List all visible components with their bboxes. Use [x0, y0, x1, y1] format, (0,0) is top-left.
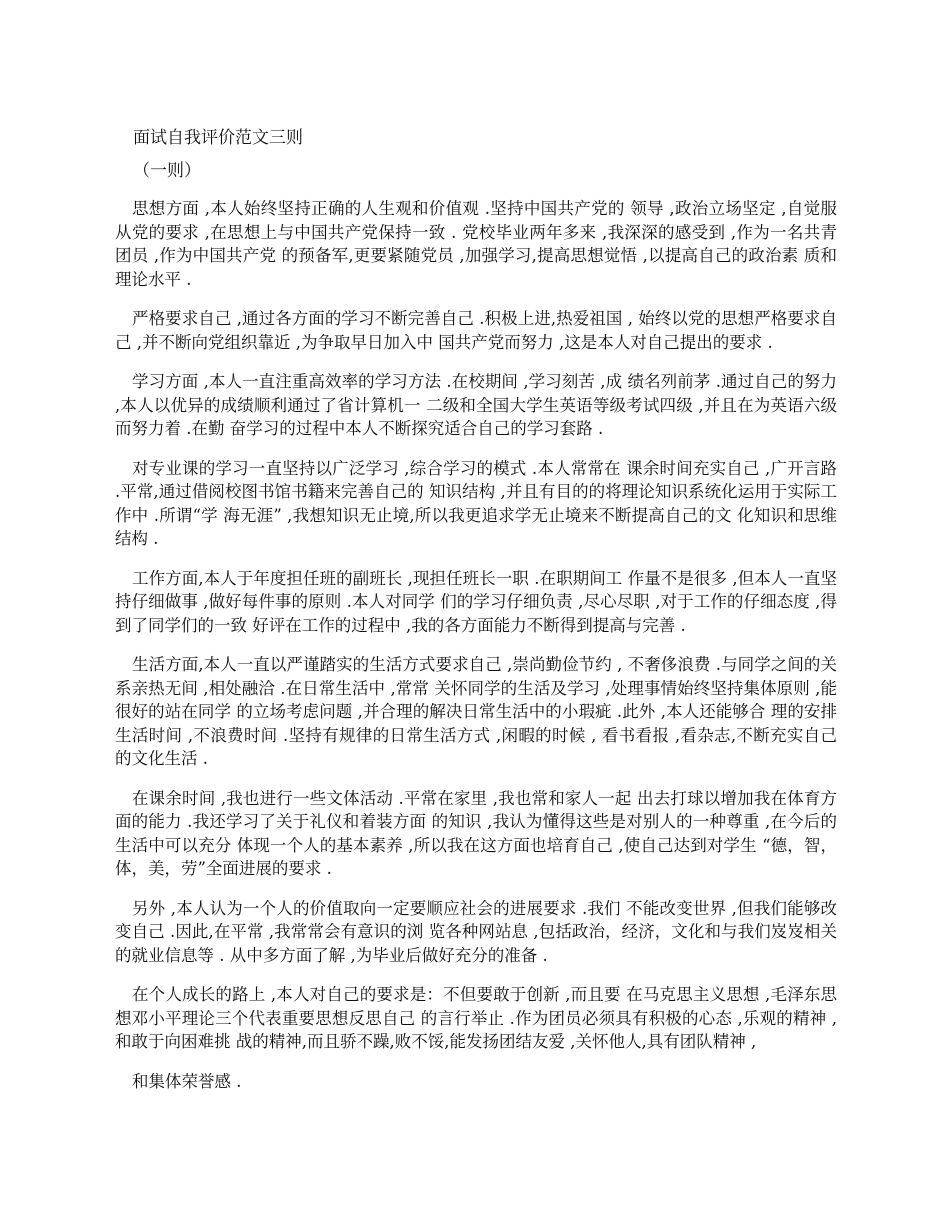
paragraph-self-discipline: 严格要求自己 ,通过各方面的学习不断完善自己 .积极上进,热爱祖国 , 始终以党的思想严格要求自己 ,并不断向党组织靠近 ,为争取早日加入中 国共产党而努力 ,这是本人对自己提出的要求 . [115, 309, 837, 352]
paragraph-life: 生活方面,本人一直以严谨踏实的生活方式要求自己 ,崇尚勤俭节约 , 不奢侈浪费 .与同学之间的关系亲热无间 ,相处融洽 .在日常生活中 ,常常 关怀同学的生活及学习 ,处理事情始终坚持集体原则 ,能很好的站在同学 的立场考虑问题 ,并合理的解决日常生活中的小瑕疵 .此外 ,本人还能够合 理的安排生活时间 ,不浪费时间 .坚持有规律的日常生活方式 ,闲暇的时候 , 看书看报 ,看杂志,不断充实自己的文化生活 . [115, 655, 837, 768]
paragraph-work: 工作方面,本人于年度担任班的副班长 ,现担任班长一职 .在职期间工 作量不是很多 ,但本人一直坚持仔细做事 ,做好每件事的原则 .本人对同学 们的学习仔细负责 ,尽心尽职 ,对于工作的仔细态度 ,得到了同学们的一致 好评在工作的过程中 ,我的各方面能力不断得到提高与完善 . [115, 568, 837, 635]
paragraph-thought: 思想方面 ,本人始终坚持正确的人生观和价值观 .坚持中国共产党的 领导 ,政治立场坚定 ,自觉服从党的要求 ,在思想上与中国共产党保持一致 . 党校毕业两年多来 ,我深深的感受到 ,作为一名共青团员 ,作为中国共产党 的预备军,更要紧随党员 ,加强学习,提高思想觉悟 ,以提高自己的政治素 质和理论水平 . [115, 199, 837, 289]
paragraph-values: 另外 ,本人认为一个人的价值取向一定要顺应社会的进展要求 .我们 不能改变世界 ,但我们能够改变自己 .因此,在平常 ,我常常会有意识的浏 览各种网站息 ,包括政治，经济，文化和与我们岌岌相关的就业信息等 . 从中多方面了解 ,为毕业后做好充分的准备 . [115, 898, 837, 965]
paragraph-personal-growth: 在个人成长的路上 ,本人对自己的要求是：不但要敢于创新 ,而且要 在马克思主义思想 ,毛泽东思想邓小平理论三个代表重要思想反思自己 的言行举止 .作为团员必须具有积极的心态 ,乐观的精神 ,和敢于向困难挑 战的精神,而且骄不躁,败不馁,能发扬团结友爱 ,关怀他人,具有团队精神 , [115, 985, 837, 1051]
paragraph-spare-time: 在课余时间 ,我也进行一些文体活动 .平常在家里 ,我也常和家人一起 出去打球以增加我在体育方面的能力 .我还学习了关于礼仪和着装方面 的知识 ,我认为懂得这些是对别人的一种尊重 ,在今后的生活中可以充分 体现一个人的基本素养 ,所以我在这方面也培育自己 ,使自己达到对学生 “德，智，体，美，劳”全面进展的要求 . [115, 788, 837, 878]
document-title: 面试自我评价范文三则 [133, 128, 303, 148]
paragraph-collective-honor: 和集体荣誉感 . [132, 1071, 242, 1091]
paragraph-study: 学习方面 ,本人一直注重高效率的学习方法 .在校期间 ,学习刻苦 ,成 绩名列前茅 .通过自己的努力 ,本人以优异的成绩顺利通过了省计算机一 二级和全国大学生英语等级考试四级 ,并且在为英语六级而努力着 .在勤 奋学习的过程中本人不断探究适合自己的学习套路 . [115, 372, 837, 438]
paragraph-professional-courses: 对专业课的学习一直坚持以广泛学习 ,综合学习的模式 .本人常常在 课余时间充实自己 ,广开言路 .平常,通过借阅校图书馆书籍来完善自己的 知识结构 ,并且有目的的将理论知识系统化运用于实际工作中 .所谓“学 海无涯” ,我想知识无止境,所以我更追求学无止境来不断提高自己的文 化知识和思维结构 . [115, 458, 837, 548]
document-body [115, 197, 837, 1109]
section-label: （一则） [133, 161, 201, 181]
